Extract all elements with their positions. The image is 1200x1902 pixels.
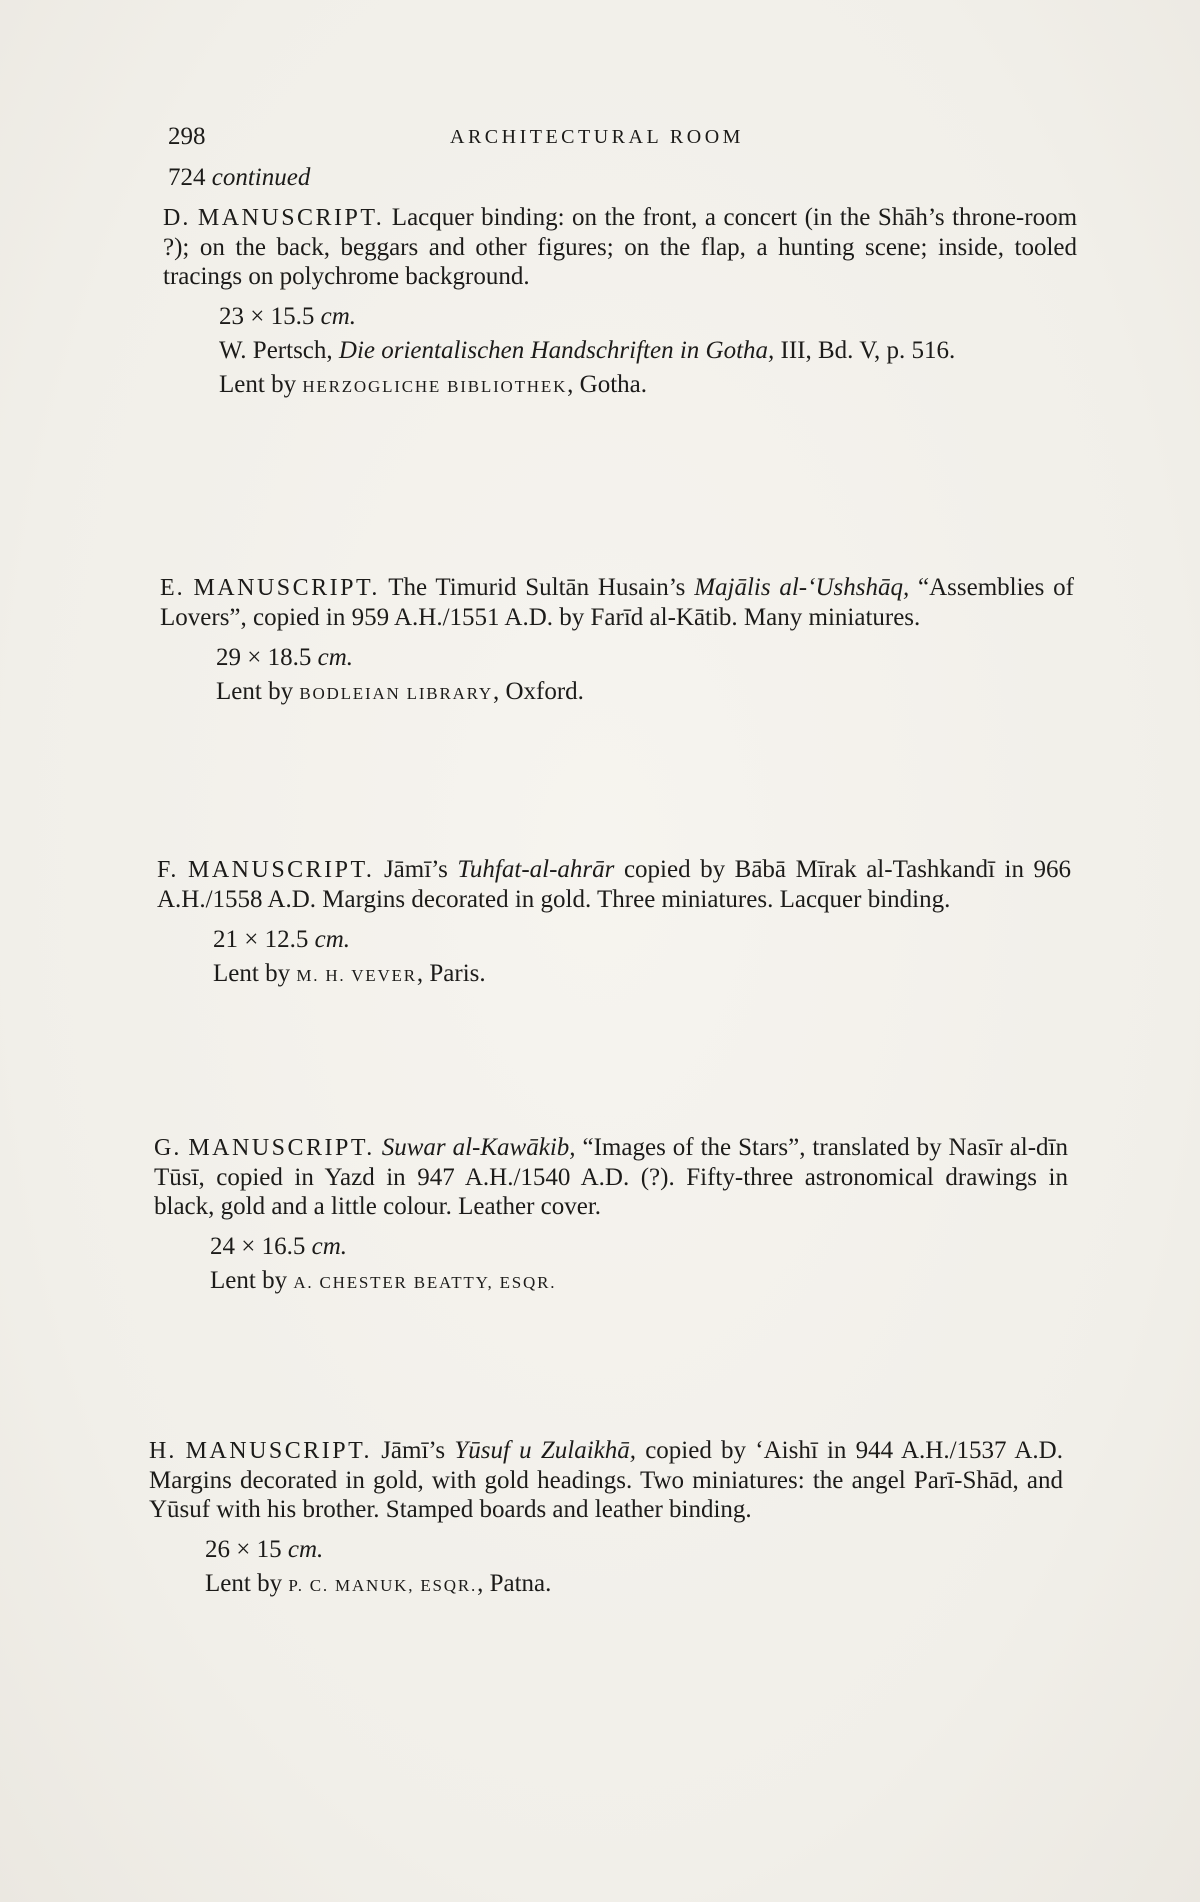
dimensions-unit: cm.	[287, 1536, 324, 1563]
entry-title: Yūsuf u Zulaikhā,	[454, 1437, 636, 1464]
entry-letter: D.	[163, 205, 191, 231]
entry-kind: MANUSCRIPT.	[187, 857, 375, 883]
lent-by-label: Lent by	[216, 678, 294, 705]
lender-line	[205, 1568, 1063, 1602]
catalogue-number: 724	[168, 164, 206, 191]
lent-by-label: Lent by	[210, 1267, 288, 1294]
entry-letter: F.	[157, 857, 179, 883]
dimensions-value: 21 × 12.5	[213, 926, 309, 953]
entry-description	[154, 1133, 1068, 1221]
entry-letter: G.	[154, 1135, 182, 1161]
lender-name: A. CHESTER BEATTY, ESQR.	[293, 1273, 557, 1292]
entry-d	[163, 203, 1077, 403]
dimensions-value: 23 × 15.5	[219, 303, 315, 330]
entry-kind: MANUSCRIPT.	[185, 1438, 372, 1464]
dimensions-unit: cm.	[320, 303, 357, 330]
entry-text-after: copied by ‘Aishī in 944 A.H./1537 A.D. Margins decorated in gold, with gold headings. Two miniatures: the angel Parī-Shād, and Yūsuf with his brother. Stamped boards and leather binding.	[149, 1437, 1063, 1523]
dimensions-value: 26 × 15	[205, 1536, 282, 1563]
running-head: ARCHITECTURAL ROOM	[450, 126, 744, 148]
entry-text-before: Jāmī’s	[383, 856, 448, 883]
entry-g	[154, 1133, 1068, 1299]
bibliographic-reference	[219, 335, 1077, 367]
dimensions	[210, 1231, 1068, 1263]
lent-by-label: Lent by	[205, 1570, 283, 1597]
dimensions-unit: cm.	[314, 926, 351, 953]
entry-letter: E.	[160, 575, 185, 601]
entry-text-after: “Images of the Stars”, translated by Nasīr al-dīn Tūsī, copied in Yazd in 947 A.H./1540 A.D. (?). Fifty-three astronomical drawings in black, gold and a little colour. Leather cover.	[154, 1134, 1069, 1220]
entry-kind: MANUSCRIPT.	[197, 205, 385, 231]
lender-line	[213, 958, 1071, 992]
dimensions-unit: cm.	[311, 1233, 348, 1260]
entry-title: Suwar al-Kawākib,	[381, 1134, 576, 1161]
entry-description	[160, 573, 1074, 632]
lender-name: P. C. MANUK, ESQR.	[288, 1576, 478, 1595]
lender-line	[219, 369, 1077, 403]
dimensions	[219, 301, 1077, 333]
lent-by-label: Lent by	[213, 960, 291, 987]
reference-detail: III, Bd. V, p. 516.	[780, 337, 956, 364]
dimensions	[216, 642, 1074, 674]
lender-place: , Oxford.	[492, 678, 584, 705]
entry-kind: MANUSCRIPT.	[193, 575, 380, 601]
entry-text-before: Jāmī’s	[381, 1437, 446, 1464]
entry-text-after: “Assemblies of Lovers”, copied in 959 A.H./1551 A.D. by Farīd al-Kātib. Many miniatures.	[160, 574, 1074, 631]
lender-name: BODLEIAN LIBRARY	[299, 684, 493, 703]
continued-line	[168, 164, 310, 192]
entry-h	[149, 1436, 1063, 1602]
dimensions	[213, 924, 1071, 956]
entry-text-after: copied by Bābā Mīrak al-Tashkandī in 966 A.H./1558 A.D. Margins decorated in gold. Three miniatures. Lacquer binding.	[157, 856, 1072, 913]
lender-name: HERZOGLICHE BIBLIOTHEK	[302, 377, 568, 396]
dimensions	[205, 1534, 1063, 1566]
entry-text: Lacquer binding: on the front, a concert (in the Shāh’s throne-room ?); on the back, beggars and other figures; on the flap, a hunting scene; inside, tooled tracings on polychrome background.	[163, 204, 1078, 290]
dimensions-value: 29 × 18.5	[216, 644, 312, 671]
entry-description	[157, 855, 1071, 914]
dimensions-unit: cm.	[317, 644, 354, 671]
entry-title: Tuhfat-al-ahrār	[457, 856, 615, 883]
reference-author: W. Pertsch,	[219, 337, 333, 364]
dimensions-value: 24 × 16.5	[210, 1233, 306, 1260]
entry-description	[149, 1436, 1063, 1524]
reference-title: Die orientalischen Handschriften in Gotha,	[338, 337, 775, 364]
entry-kind: MANUSCRIPT.	[188, 1135, 375, 1161]
entry-title: Majālis al-‘Ushshāq,	[694, 574, 910, 601]
lender-place: , Gotha.	[567, 371, 648, 398]
lender-place: , Patna.	[477, 1570, 552, 1597]
entry-f	[157, 855, 1071, 992]
lender-place: , Paris.	[416, 960, 486, 987]
entry-e	[160, 573, 1074, 710]
lent-by-label: Lent by	[219, 371, 297, 398]
page-number: 298	[168, 123, 206, 150]
lender-line	[216, 676, 1074, 710]
lender-name: M. H. VEVER	[296, 966, 417, 985]
entry-description	[163, 203, 1077, 291]
continued-label: continued	[211, 164, 311, 191]
entry-letter: H.	[149, 1438, 177, 1464]
lender-line	[210, 1265, 1068, 1299]
entry-text-before: The Timurid Sultān Husain’s	[388, 574, 686, 601]
